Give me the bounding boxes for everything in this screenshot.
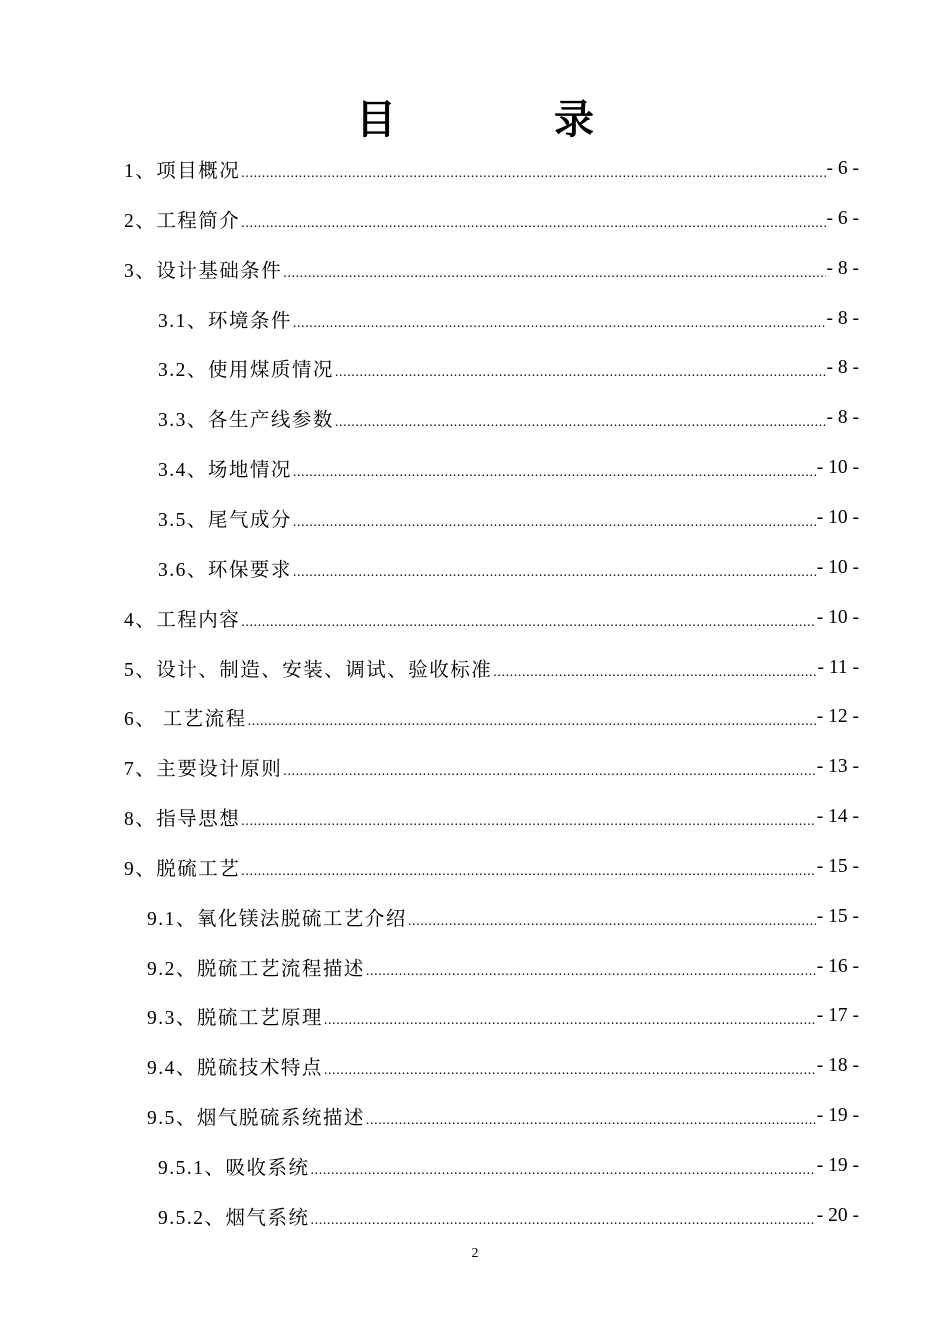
toc-entry-label: 6、 工艺流程 <box>124 709 247 731</box>
toc-dot-leader <box>293 319 826 342</box>
toc-entry-label: 9.5、烟气脱硫系统描述 <box>147 1108 365 1130</box>
toc-entry-label: 2、工程简介 <box>124 210 241 232</box>
toc-entry-page: - 6 - <box>826 158 859 179</box>
toc-dot-leader <box>248 717 816 740</box>
toc-entry-page: - 17 - <box>816 1005 859 1027</box>
toc-entry[interactable] <box>124 744 859 790</box>
toc-entry[interactable] <box>158 296 859 342</box>
toc-entry-page: - 11 - <box>817 656 859 678</box>
toc-entry-label: 3.2、使用煤质情况 <box>158 360 334 382</box>
toc-entry[interactable] <box>147 993 859 1039</box>
toc-entry-page: - 10 - <box>816 556 859 578</box>
page-number: 2 <box>471 1246 479 1261</box>
toc-dot-leader <box>241 618 815 641</box>
toc-entry-page: - 8 - <box>826 407 859 429</box>
toc-entry[interactable] <box>124 694 859 740</box>
toc-dot-leader <box>335 418 826 441</box>
toc-entry-page: - 6 - <box>826 207 859 229</box>
toc-entry-label: 3.3、各生产线参数 <box>158 410 334 432</box>
page-title: 目 录 <box>356 97 666 143</box>
toc-entry-page: - 18 - <box>816 1055 859 1077</box>
toc-entry-page: - 8 - <box>826 307 859 329</box>
toc-entry-page: - 15 - <box>816 855 859 877</box>
toc-entry[interactable] <box>147 1043 859 1089</box>
toc-dot-leader <box>283 269 825 292</box>
toc-entry-label: 7、主要设计原则 <box>124 759 283 781</box>
toc-entry-page: - 14 - <box>816 806 859 828</box>
toc-entry[interactable] <box>158 545 859 591</box>
toc-entry-label: 9.4、脱硫技术特点 <box>147 1058 323 1080</box>
toc-dot-leader <box>293 518 816 541</box>
toc-dot-leader <box>311 1166 816 1189</box>
toc-entry-label: 9、脱硫工艺 <box>124 858 241 880</box>
toc-entry-label: 3.1、环境条件 <box>158 310 292 332</box>
toc-entry-label: 9.3、脱硫工艺原理 <box>147 1008 323 1030</box>
toc-entry[interactable] <box>158 395 859 441</box>
toc-dot-leader <box>335 368 826 391</box>
toc-entry[interactable] <box>124 794 859 840</box>
toc-dot-leader <box>241 817 815 840</box>
toc-entry[interactable] <box>124 645 859 691</box>
toc-entry-label: 9.2、脱硫工艺流程描述 <box>147 958 365 980</box>
toc-entry-page: - 10 - <box>816 506 859 528</box>
toc-entry[interactable] <box>124 246 859 292</box>
toc-entry-page: - 10 - <box>816 457 859 479</box>
toc-entry-page: - 12 - <box>816 706 859 728</box>
toc-entry-page: - 8 - <box>826 257 859 279</box>
toc-entry-page: - 19 - <box>816 1105 859 1127</box>
toc-entry-page: - 20 - <box>816 1204 859 1226</box>
toc-dot-leader <box>408 917 816 940</box>
toc-entry-label: 3.4、场地情况 <box>158 460 292 482</box>
toc-entry[interactable] <box>158 1193 859 1239</box>
toc-entry-page: - 15 - <box>816 905 859 927</box>
toc-dot-leader <box>493 668 816 691</box>
toc-entry[interactable] <box>147 1093 859 1139</box>
toc-dot-leader <box>366 967 816 990</box>
toc-entry-label: 9.5.1、吸收系统 <box>158 1158 310 1179</box>
toc-entry[interactable] <box>158 445 859 491</box>
toc-dot-leader <box>311 1216 816 1239</box>
toc-dot-leader <box>366 1116 816 1139</box>
toc-entry-page: - 16 - <box>816 955 859 977</box>
toc-entry[interactable] <box>158 1143 859 1189</box>
toc-dot-leader <box>241 867 815 890</box>
toc-entry-label: 9.1、氧化镁法脱硫工艺介绍 <box>147 908 407 930</box>
toc-entry[interactable] <box>124 146 859 192</box>
toc-entry-label: 1、项目概况 <box>124 161 241 182</box>
toc-dot-leader <box>283 767 815 790</box>
toc-entry-page: - 10 - <box>816 606 859 628</box>
toc-entry[interactable] <box>147 894 859 940</box>
toc-dot-leader <box>324 1016 816 1039</box>
toc-entry-page: - 8 - <box>826 357 859 379</box>
toc-dot-leader <box>293 468 816 491</box>
toc-entry-label: 3.5、尾气成分 <box>158 509 292 531</box>
toc-dot-leader <box>324 1066 816 1089</box>
toc-dot-leader <box>241 219 825 242</box>
toc-entry[interactable] <box>158 495 859 541</box>
toc-entry-label: 5、设计、制造、安装、调试、验收标准 <box>124 659 493 681</box>
toc-entry[interactable] <box>124 196 859 242</box>
toc-entry-label: 9.5.2、烟气系统 <box>158 1207 310 1229</box>
toc-entry[interactable] <box>158 345 859 391</box>
toc-entry[interactable] <box>124 844 859 890</box>
toc-entry-label: 8、指导思想 <box>124 809 241 831</box>
toc-entry-page: - 13 - <box>816 756 859 778</box>
toc-entry[interactable] <box>147 944 859 990</box>
toc-entry-label: 4、工程内容 <box>124 609 241 631</box>
toc-entry-page: - 19 - <box>816 1155 859 1176</box>
toc-entry-label: 3、设计基础条件 <box>124 260 283 282</box>
toc-dot-leader <box>293 568 816 591</box>
toc-dot-leader <box>241 169 825 192</box>
toc-entry-label: 3.6、环保要求 <box>158 559 292 581</box>
toc-entry[interactable] <box>124 595 859 641</box>
